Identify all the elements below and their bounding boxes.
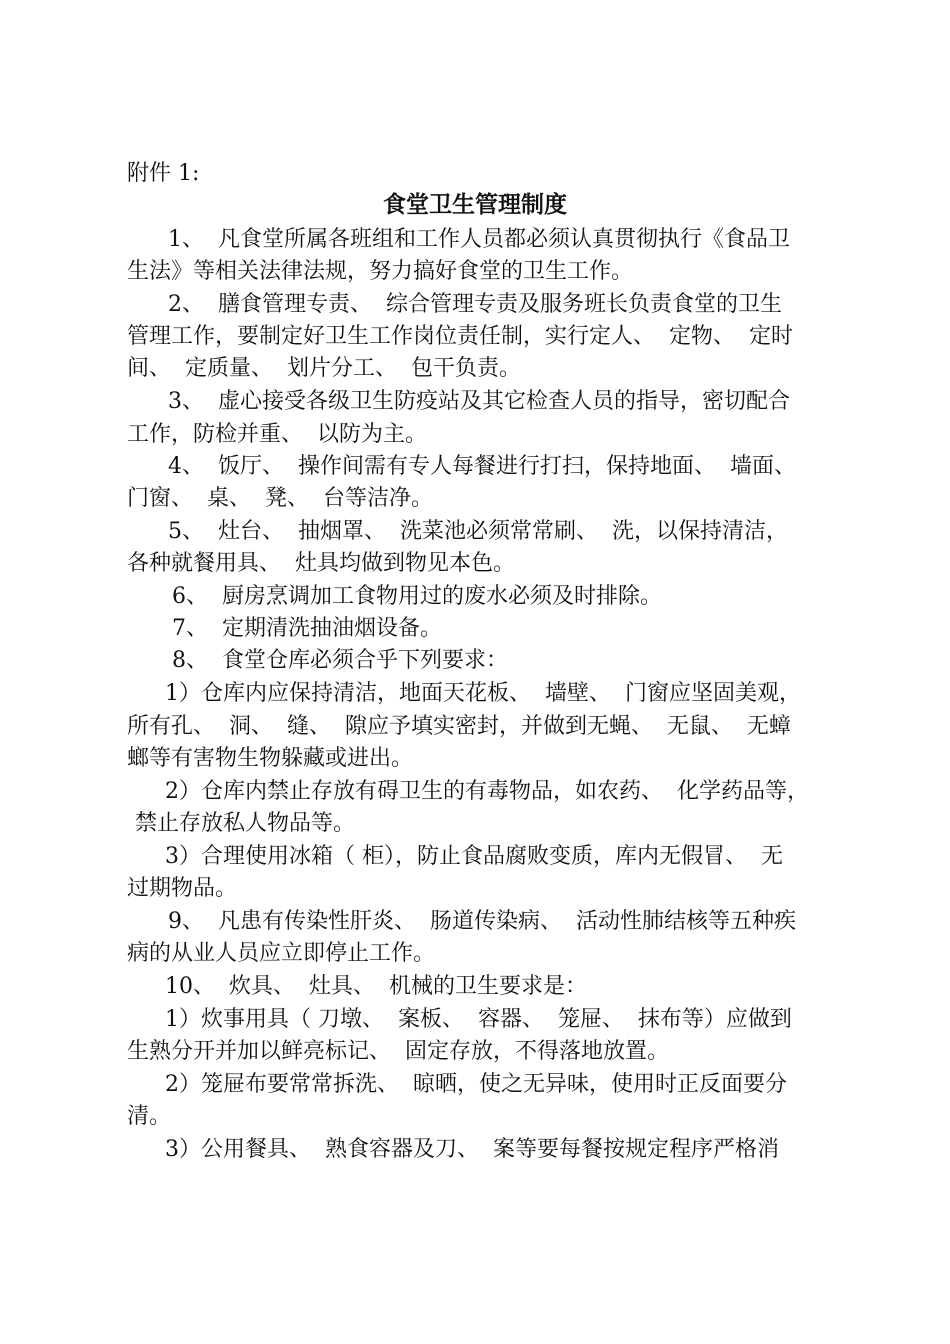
text-line: 2）笼屉布要常常拆洗、 晾晒，使之无异味，使用时正反面要分 [165,1072,787,1097]
text-line: 1、 凡食堂所属各班组和工作人员都必须认真贯彻执行《食品卫 [168,227,790,252]
text-line: 7、 定期清洗抽油烟设备。 [172,616,442,641]
text-line: 3）公用餐具、 熟食容器及刀、 案等要每餐按规定程序严格消 [165,1137,779,1162]
text-line: 3）合理使用冰箱（ 柜），防止食品腐败变质，库内无假冒、 无 [165,844,783,869]
text-line: 10、 炊具、 灶具、 机械的卫生要求是： [165,974,587,999]
document-title: 食堂卫生管理制度 [383,192,567,218]
text-line: 间、 定质量、 划片分工、 包干负责。 [127,356,521,381]
text-line: 2、 膳食管理专责、 综合管理专责及服务班长负责食堂的卫生 [168,292,782,317]
text-line: 9、 凡患有传染性肝炎、 肠道传染病、 活动性肺结核等五种疾 [168,909,796,934]
text-line: 5、 灶台、 抽烟罩、 洗菜池必须常常刷、 洗，以保持清洁， [168,519,788,544]
text-line: 各种就餐用具、 灶具均做到物见本色。 [127,551,515,576]
text-line: 病的从业人员应立即停止工作。 [127,941,436,966]
text-line: 生熟分开并加以鲜亮标记、 固定存放，不得落地放置。 [127,1039,669,1064]
text-line: 3、 虚心接受各级卫生防疫站及其它检查人员的指导，密切配合 [168,389,790,414]
text-line: 螂等有害物生物躲藏或进出。 [127,746,414,771]
text-line: 工作，防检并重、 以防为主。 [127,422,427,447]
text-line: 管理工作，要制定好卫生工作岗位责任制，实行定人、 定物、 定时 [127,324,793,349]
text-line: 清。 [127,1104,172,1129]
text-line: 所有孔、 洞、 缝、 隙应予填实密封，并做到无蝇、 无鼠、 无蟑 [127,714,791,739]
text-line: 2）仓库内禁止存放有碍卫生的有毒物品，如农药、 化学药品等， [165,779,809,804]
text-line: 禁止存放私人物品等。 [135,811,356,836]
text-line: 过期物品。 [127,876,238,901]
text-line: 8、 食堂仓库必须合乎下列要求： [172,648,508,673]
text-line: 门窗、 桌、 凳、 台等洁净。 [127,486,433,511]
text-line: 生法》等相关法律法规，努力搞好食堂的卫生工作。 [127,259,634,284]
text-line: 6、 厨房烹调加工食物用过的废水必须及时排除。 [172,584,662,609]
attachment-label: 附件 1: [127,161,200,186]
text-line: 4、 饭厅、 操作间需有专人每餐进行打扫，保持地面、 墙面、 [168,454,796,479]
text-line: 1）炊事用具（ 刀墩、 案板、 容器、 笼屉、 抹布等）应做到 [165,1007,792,1032]
text-line: 1）仓库内应保持清洁，地面天花板、 墙壁、 门窗应坚固美观， [165,681,801,706]
